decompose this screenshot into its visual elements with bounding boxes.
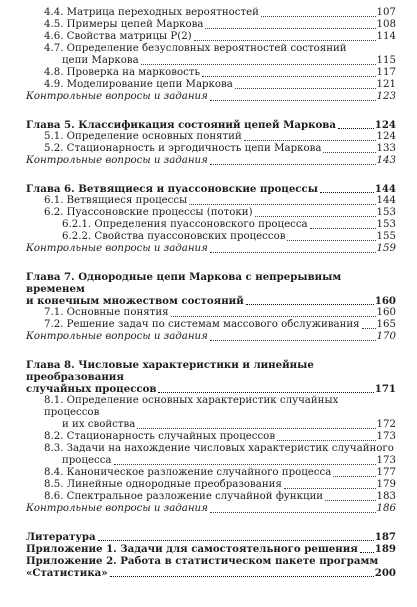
leader-dots	[137, 428, 375, 429]
toc-entry-page: 143	[376, 155, 396, 166]
toc-entry-label: 8.3. Задачи на нахождение числовых характеристик случайного	[44, 443, 394, 454]
toc-entry-page: 133	[376, 143, 396, 154]
toc-entry-page: 183	[376, 491, 396, 502]
leader-dots	[235, 88, 376, 89]
toc-entry-label: 8.1. Определение основных характеристик случайных процессов	[44, 395, 339, 418]
appendix1-label: Приложение 1. Задачи для самостоятельного решения	[26, 543, 358, 555]
leader-dots	[158, 392, 373, 393]
toc-entry-page: 114	[376, 31, 396, 42]
leader-dots	[210, 100, 376, 101]
chapter4-continuation	[26, 7, 396, 103]
chapter5-heading[interactable]	[26, 119, 396, 131]
appendix2-label-line1: Приложение 2. Работа в статистическом пакете программ	[26, 555, 379, 567]
leader-dots	[333, 476, 375, 477]
back-matter	[26, 531, 396, 579]
toc-entry-page: 117	[376, 67, 396, 78]
toc-entry-continuation: процесса	[62, 455, 112, 466]
leader-dots	[284, 488, 376, 489]
toc-entry-page: 144	[376, 195, 396, 206]
toc-entry[interactable]	[26, 19, 396, 31]
toc-entry-page: 107	[376, 7, 396, 18]
toc-entry[interactable]	[26, 307, 396, 319]
leader-dots	[210, 252, 376, 253]
toc-entry[interactable]	[26, 431, 396, 443]
toc-entry[interactable]	[26, 43, 396, 67]
toc-entry-label: 4.6. Свойства матрицы P(2)	[44, 31, 192, 42]
leader-dots	[338, 128, 374, 129]
leader-dots	[205, 28, 375, 29]
leader-dots	[114, 464, 376, 465]
toc-entry[interactable]	[26, 7, 396, 19]
toc-entry-label: 6.2.1. Определения пуассоновского процесса	[62, 219, 308, 230]
toc-entry-page: 124	[376, 131, 396, 142]
toc-entry[interactable]	[26, 443, 396, 467]
toc-entry[interactable]	[26, 79, 396, 91]
chapter6-page: 144	[374, 183, 396, 195]
toc-entry-page: 121	[376, 79, 396, 90]
chapter6-heading[interactable]	[26, 183, 396, 195]
toc-entry-label: 8.5. Линейные однородные преобразования	[44, 479, 282, 490]
toc-entry-page: 153	[376, 219, 396, 230]
toc-entry-label: Контрольные вопросы и задания	[26, 503, 208, 514]
toc-entry[interactable]	[26, 143, 396, 155]
leader-dots	[360, 552, 374, 553]
chapter8-block	[26, 359, 396, 515]
toc-entry-label: Контрольные вопросы и задания	[26, 155, 208, 166]
chapter7-title-line2: и конечным множеством состояний	[26, 295, 244, 307]
toc-entry[interactable]	[26, 491, 396, 503]
appendix2-entry[interactable]	[26, 555, 396, 579]
review-questions-entry[interactable]	[26, 503, 396, 515]
chapter5-block	[26, 119, 396, 167]
toc-entry-page: 177	[376, 467, 396, 478]
leader-dots	[171, 316, 376, 317]
toc-entry-label: 8.4. Каноническое разложение случайного процесса	[44, 467, 332, 478]
review-questions-entry[interactable]	[26, 331, 396, 343]
toc-entry-page: 186	[376, 503, 396, 514]
leader-dots	[310, 228, 376, 229]
toc-entry[interactable]	[26, 195, 396, 207]
toc-entry-label: 5.1. Определение основных понятий	[44, 131, 242, 142]
toc-entry-page: 165	[376, 319, 396, 330]
toc-entry-page: 108	[376, 19, 396, 30]
review-questions-entry[interactable]	[26, 155, 396, 167]
toc-entry-page: 159	[376, 243, 396, 254]
appendix2-label-line2: «Статистика»	[26, 567, 108, 579]
chapter7-heading[interactable]	[26, 271, 396, 307]
toc-entry-label: Контрольные вопросы и задания	[26, 91, 208, 102]
toc-entry-continuation: и их свойства	[62, 419, 136, 430]
leader-dots	[320, 192, 374, 193]
toc-entry[interactable]	[26, 479, 396, 491]
toc-entry[interactable]	[26, 67, 396, 79]
chapter5-title: Глава 5. Классификация состояний цепей Маркова	[26, 119, 336, 131]
toc-entry-page: 170	[376, 331, 396, 342]
toc-entry[interactable]	[26, 467, 396, 479]
leader-dots	[362, 328, 376, 329]
leader-dots	[210, 340, 376, 341]
leader-dots	[202, 76, 375, 77]
toc-entry-page: 155	[376, 231, 396, 242]
literature-page: 187	[374, 531, 396, 543]
leader-dots	[255, 216, 376, 217]
chapter7-block	[26, 271, 396, 343]
toc-entry[interactable]	[26, 319, 396, 331]
toc-entry-label: 5.2. Стационарность и эргодичность цепи Маркова	[44, 143, 322, 154]
toc-entry-label: 4.8. Проверка на марковость	[44, 67, 201, 78]
literature-entry[interactable]	[26, 531, 396, 543]
chapter7-page: 160	[374, 295, 396, 307]
toc-entry[interactable]	[26, 131, 396, 143]
toc-entry[interactable]	[26, 219, 396, 231]
toc-entry-page: 173	[376, 431, 396, 442]
leader-dots	[323, 152, 375, 153]
toc-entry-label: 6.2. Пуассоновские процессы (потоки)	[44, 207, 253, 218]
toc-entry-page: 115	[376, 55, 396, 66]
review-questions-entry[interactable]	[26, 91, 396, 103]
toc-entry[interactable]	[26, 31, 396, 43]
leader-dots	[98, 540, 374, 541]
chapter5-page: 124	[374, 119, 396, 131]
table-of-contents	[26, 7, 396, 579]
appendix1-page: 189	[374, 543, 396, 555]
leader-dots	[210, 512, 376, 513]
toc-entry-label: 4.9. Моделирование цепи Маркова	[44, 79, 233, 90]
toc-entry-label: 4.7. Определение безусловных вероятностей состояний	[44, 43, 347, 54]
toc-entry-label: Контрольные вопросы и задания	[26, 243, 208, 254]
leader-dots	[110, 576, 374, 577]
leader-dots	[210, 164, 376, 165]
leader-dots	[141, 64, 376, 65]
leader-dots	[246, 304, 374, 305]
chapter8-title-line2: случайных процессов	[26, 383, 157, 395]
toc-entry-page: 153	[376, 207, 396, 218]
leader-dots	[261, 16, 376, 17]
toc-entry-page: 160	[376, 307, 396, 318]
review-questions-entry[interactable]	[26, 243, 396, 255]
chapter6-title: Глава 6. Ветвящиеся и пуассоновские процессы	[26, 183, 318, 195]
toc-entry-page: 123	[376, 91, 396, 102]
chapter8-page: 171	[374, 383, 396, 395]
leader-dots	[244, 140, 376, 141]
literature-label: Литература	[26, 531, 96, 543]
toc-entry-label: 6.2.2. Свойства пуассоновских процессов	[62, 231, 286, 242]
toc-entry[interactable]	[26, 207, 396, 219]
toc-entry-label: 6.1. Ветвящиеся процессы	[44, 195, 188, 206]
toc-entry-label: 4.5. Примеры цепей Маркова	[44, 19, 204, 30]
chapter8-title-line1: Глава 8. Числовые характеристики и линейные преобразования	[26, 359, 314, 383]
toc-entry-continuation: цепи Маркова	[62, 55, 139, 66]
leader-dots	[194, 40, 376, 41]
toc-entry-page: 179	[376, 479, 396, 490]
chapter6-block	[26, 183, 396, 255]
toc-entry-label: 8.2. Стационарность случайных процессов	[44, 431, 276, 442]
toc-entry[interactable]	[26, 395, 396, 431]
chapter7-title-line1: Глава 7. Однородные цепи Маркова с непрерывным временем	[26, 271, 342, 295]
toc-entry-label: 7.1. Основные понятия	[44, 307, 169, 318]
toc-entry-label: 8.6. Спектральное разложение случайной функции	[44, 491, 324, 502]
toc-entry-label: 7.2. Решение задач по системам массового обслуживания	[44, 319, 360, 330]
appendix1-entry[interactable]	[26, 543, 396, 555]
toc-entry-page: 173	[376, 455, 396, 466]
chapter8-heading[interactable]	[26, 359, 396, 395]
toc-entry-label: 4.4. Матрица переходных вероятностей	[44, 7, 259, 18]
toc-entry-label: Контрольные вопросы и задания	[26, 331, 208, 342]
leader-dots	[277, 440, 375, 441]
toc-entry[interactable]	[26, 231, 396, 243]
toc-entry-page: 172	[376, 419, 396, 430]
leader-dots	[287, 240, 375, 241]
appendix2-page: 200	[374, 567, 396, 579]
leader-dots	[325, 500, 375, 501]
leader-dots	[189, 204, 375, 205]
